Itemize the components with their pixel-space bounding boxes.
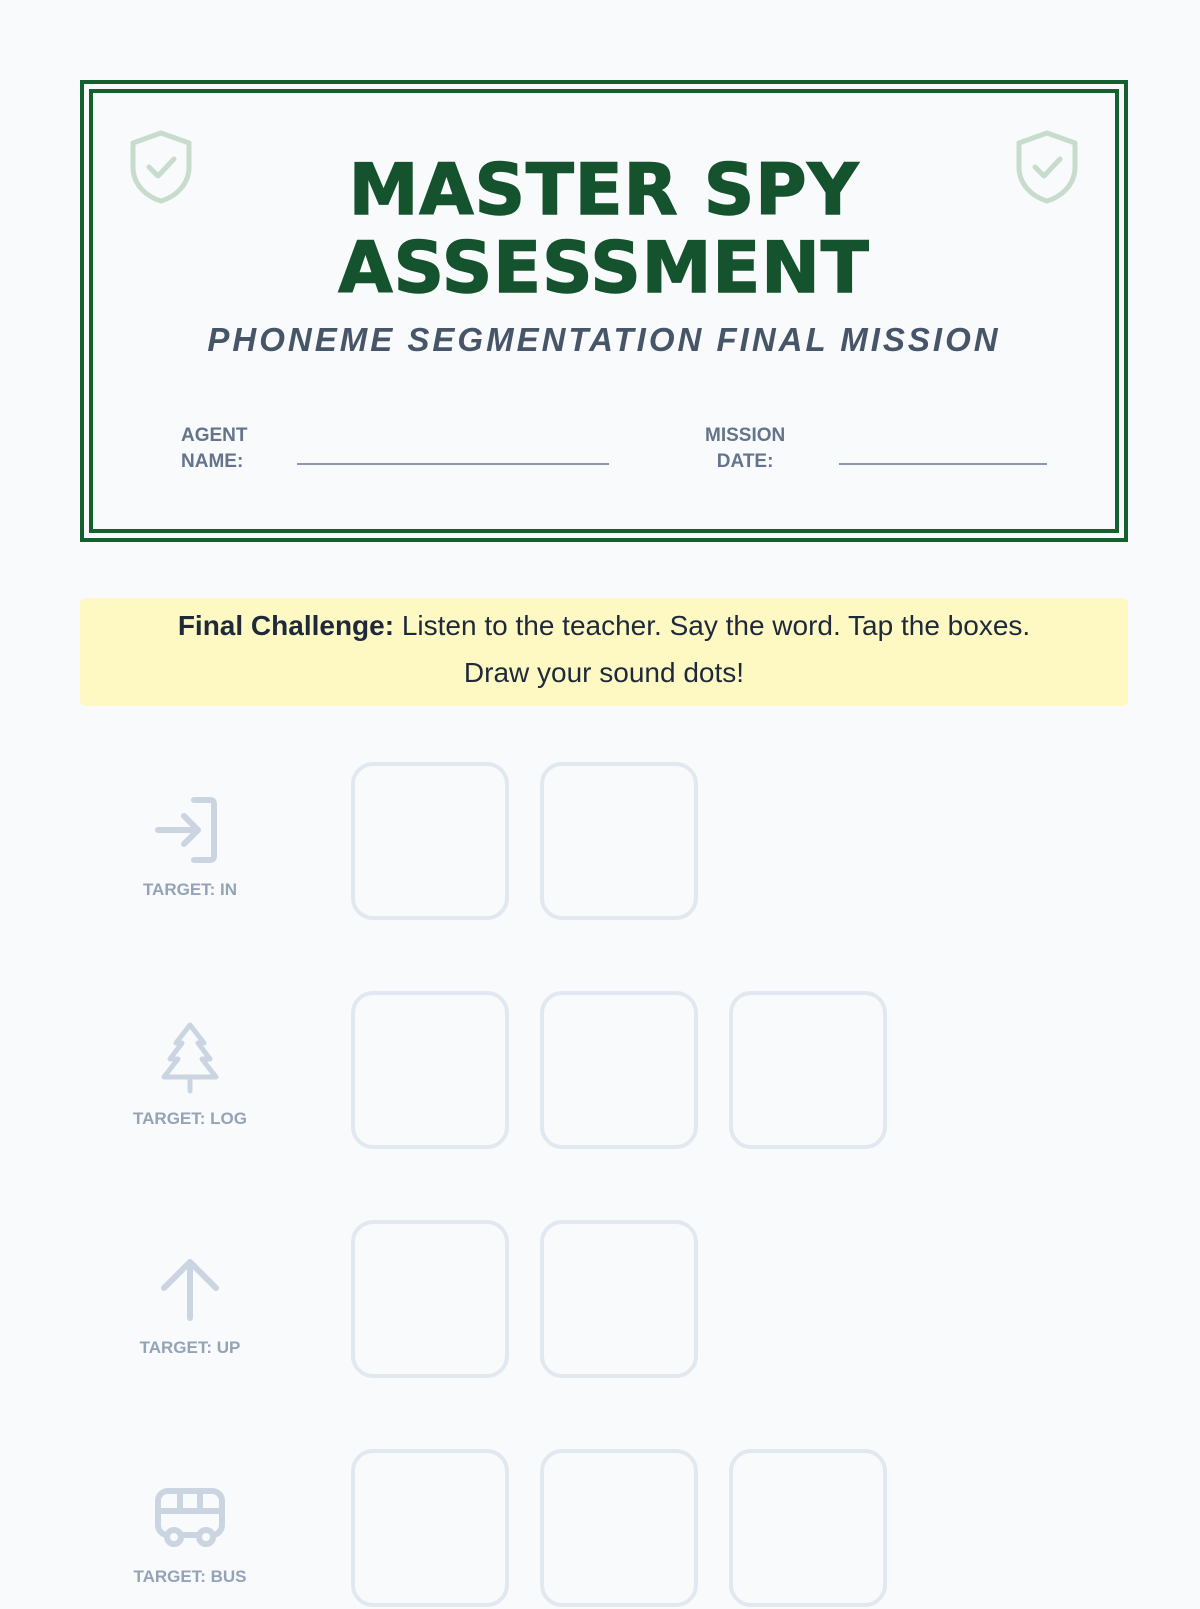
title-line-2: ASSESSMENT xyxy=(338,227,870,309)
word-row-log xyxy=(80,991,1128,1151)
mission-date-field[interactable] xyxy=(839,463,1047,465)
sound-box[interactable] xyxy=(351,1220,509,1378)
target-label: TARGET: UP xyxy=(139,1338,241,1357)
challenge-bold-label: Final Challenge: xyxy=(177,610,395,641)
agent-label-line-1: AGENT xyxy=(181,425,248,446)
page-title xyxy=(93,151,1115,307)
challenge-instructions xyxy=(80,598,1128,706)
agent-label-line-2: NAME: xyxy=(181,451,244,472)
date-label-line-1: MISSION xyxy=(705,425,786,446)
target-label: TARGET: BUS xyxy=(133,1567,247,1586)
target-word-up xyxy=(80,1220,300,1380)
sound-box[interactable] xyxy=(351,762,509,920)
sound-box[interactable] xyxy=(540,991,698,1149)
sound-box[interactable] xyxy=(729,1449,887,1607)
word-row-up xyxy=(80,1220,1128,1380)
target-word-bus xyxy=(80,1449,300,1609)
bus-icon xyxy=(150,1477,230,1557)
mission-date-label xyxy=(705,423,785,475)
sound-box[interactable] xyxy=(540,1449,698,1607)
sound-box[interactable] xyxy=(351,1449,509,1607)
assessment-header xyxy=(80,80,1128,542)
challenge-line-1-text: Listen to the teacher. Say the word. Tap the boxes. xyxy=(394,610,1031,641)
target-word-in xyxy=(80,762,300,922)
target-label: TARGET: IN xyxy=(142,880,238,899)
challenge-line-2: Draw your sound dots! xyxy=(463,657,745,688)
sound-box[interactable] xyxy=(540,762,698,920)
page-subtitle: PHONEME SEGMENTATION FINAL MISSION xyxy=(207,321,1001,358)
agent-name-label xyxy=(181,423,248,475)
target-label: TARGET: LOG xyxy=(133,1109,247,1128)
target-word-log xyxy=(80,991,300,1151)
challenge-line-1 xyxy=(80,602,1128,649)
date-label-line-2: DATE: xyxy=(716,451,774,472)
header-inner-frame xyxy=(89,89,1119,533)
tree-icon xyxy=(150,1019,230,1099)
agent-name-field[interactable] xyxy=(297,463,609,465)
arrow-up-icon xyxy=(150,1248,230,1328)
title-line-1: MASTER SPY xyxy=(348,149,860,231)
login-arrow-icon xyxy=(150,790,230,870)
sound-box[interactable] xyxy=(540,1220,698,1378)
word-row-bus xyxy=(80,1449,1128,1609)
word-row-in xyxy=(80,762,1128,922)
sound-box[interactable] xyxy=(729,991,887,1149)
sound-box[interactable] xyxy=(351,991,509,1149)
